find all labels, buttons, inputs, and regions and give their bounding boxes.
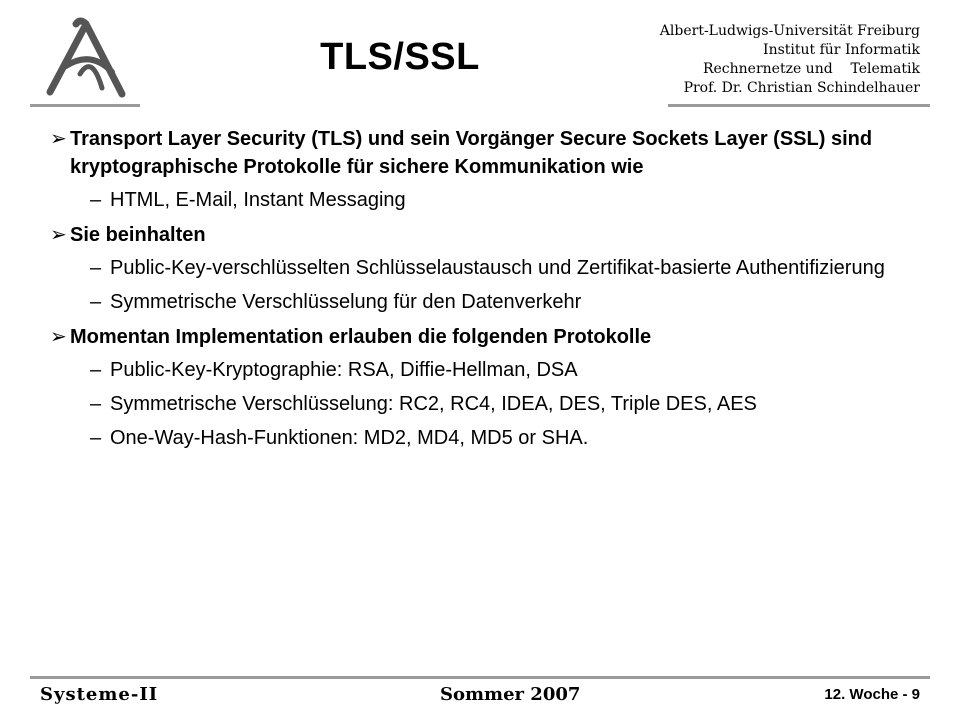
- arrow-bullet-icon: ➢: [50, 224, 67, 246]
- footer-rule: [30, 676, 930, 679]
- footer-course: Systeme-II: [40, 684, 159, 705]
- institution-line: Albert-Ludwigs-Universität Freiburg: [659, 23, 920, 39]
- arrow-bullet-icon: ➢: [50, 326, 67, 348]
- header-rule-right: [668, 104, 930, 107]
- sub-item: [50, 425, 910, 451]
- sub-text: Public-Key-verschlüsselten Schlüsselaustausch und Zertifikat-basierte Authentifizierung: [110, 257, 885, 279]
- dash-icon: –: [90, 359, 102, 381]
- sub-text: One-Way-Hash-Funktionen: MD2, MD4, MD5 or SHA.: [110, 427, 589, 449]
- footer-page-number: 12. Woche - 9: [824, 686, 920, 703]
- dash-icon: –: [90, 393, 102, 415]
- arrow-bullet-icon: ➢: [50, 128, 67, 150]
- sub-item: [50, 391, 910, 417]
- institution-line: Institut für Informatik: [763, 42, 920, 58]
- sub-text: Symmetrische Verschlüsselung: RC2, RC4, IDEA, DES, Triple DES, AES: [110, 393, 757, 415]
- bullet-item: [50, 221, 910, 249]
- sub-item: [50, 187, 910, 213]
- slide-content: [50, 125, 910, 459]
- sub-item: [50, 289, 910, 315]
- bullet-text: Sie beinhalten: [70, 224, 206, 246]
- dash-icon: –: [90, 257, 102, 279]
- institution-line: Rechnernetze und Telematik: [702, 61, 920, 77]
- institution-line: Prof. Dr. Christian Schindelhauer: [683, 80, 920, 96]
- dash-icon: –: [90, 291, 102, 313]
- sub-text: Public-Key-Kryptographie: RSA, Diffie-Hellman, DSA: [110, 359, 578, 381]
- bullet-item: [50, 323, 910, 351]
- bullet-text: Momentan Implementation erlauben die folgenden Protokolle: [70, 326, 652, 348]
- sub-text: HTML, E-Mail, Instant Messaging: [110, 189, 406, 211]
- sub-item: [50, 357, 910, 383]
- sub-text: Symmetrische Verschlüsselung für den Datenverkehr: [110, 291, 582, 313]
- page-title: TLS/SSL: [320, 36, 480, 78]
- bullet-text: Transport Layer Security (TLS) und sein Vorgänger Secure Sockets Layer (SSL) sind kryptographische Protokolle für sichere Kommunikation wie: [70, 128, 873, 178]
- dash-icon: –: [90, 427, 102, 449]
- dash-icon: –: [90, 189, 102, 211]
- header-rule-left: [30, 104, 140, 107]
- bullet-item: [50, 125, 910, 181]
- institution-block: [620, 22, 920, 98]
- footer-term: Sommer 2007: [440, 684, 581, 705]
- sub-item: [50, 255, 910, 281]
